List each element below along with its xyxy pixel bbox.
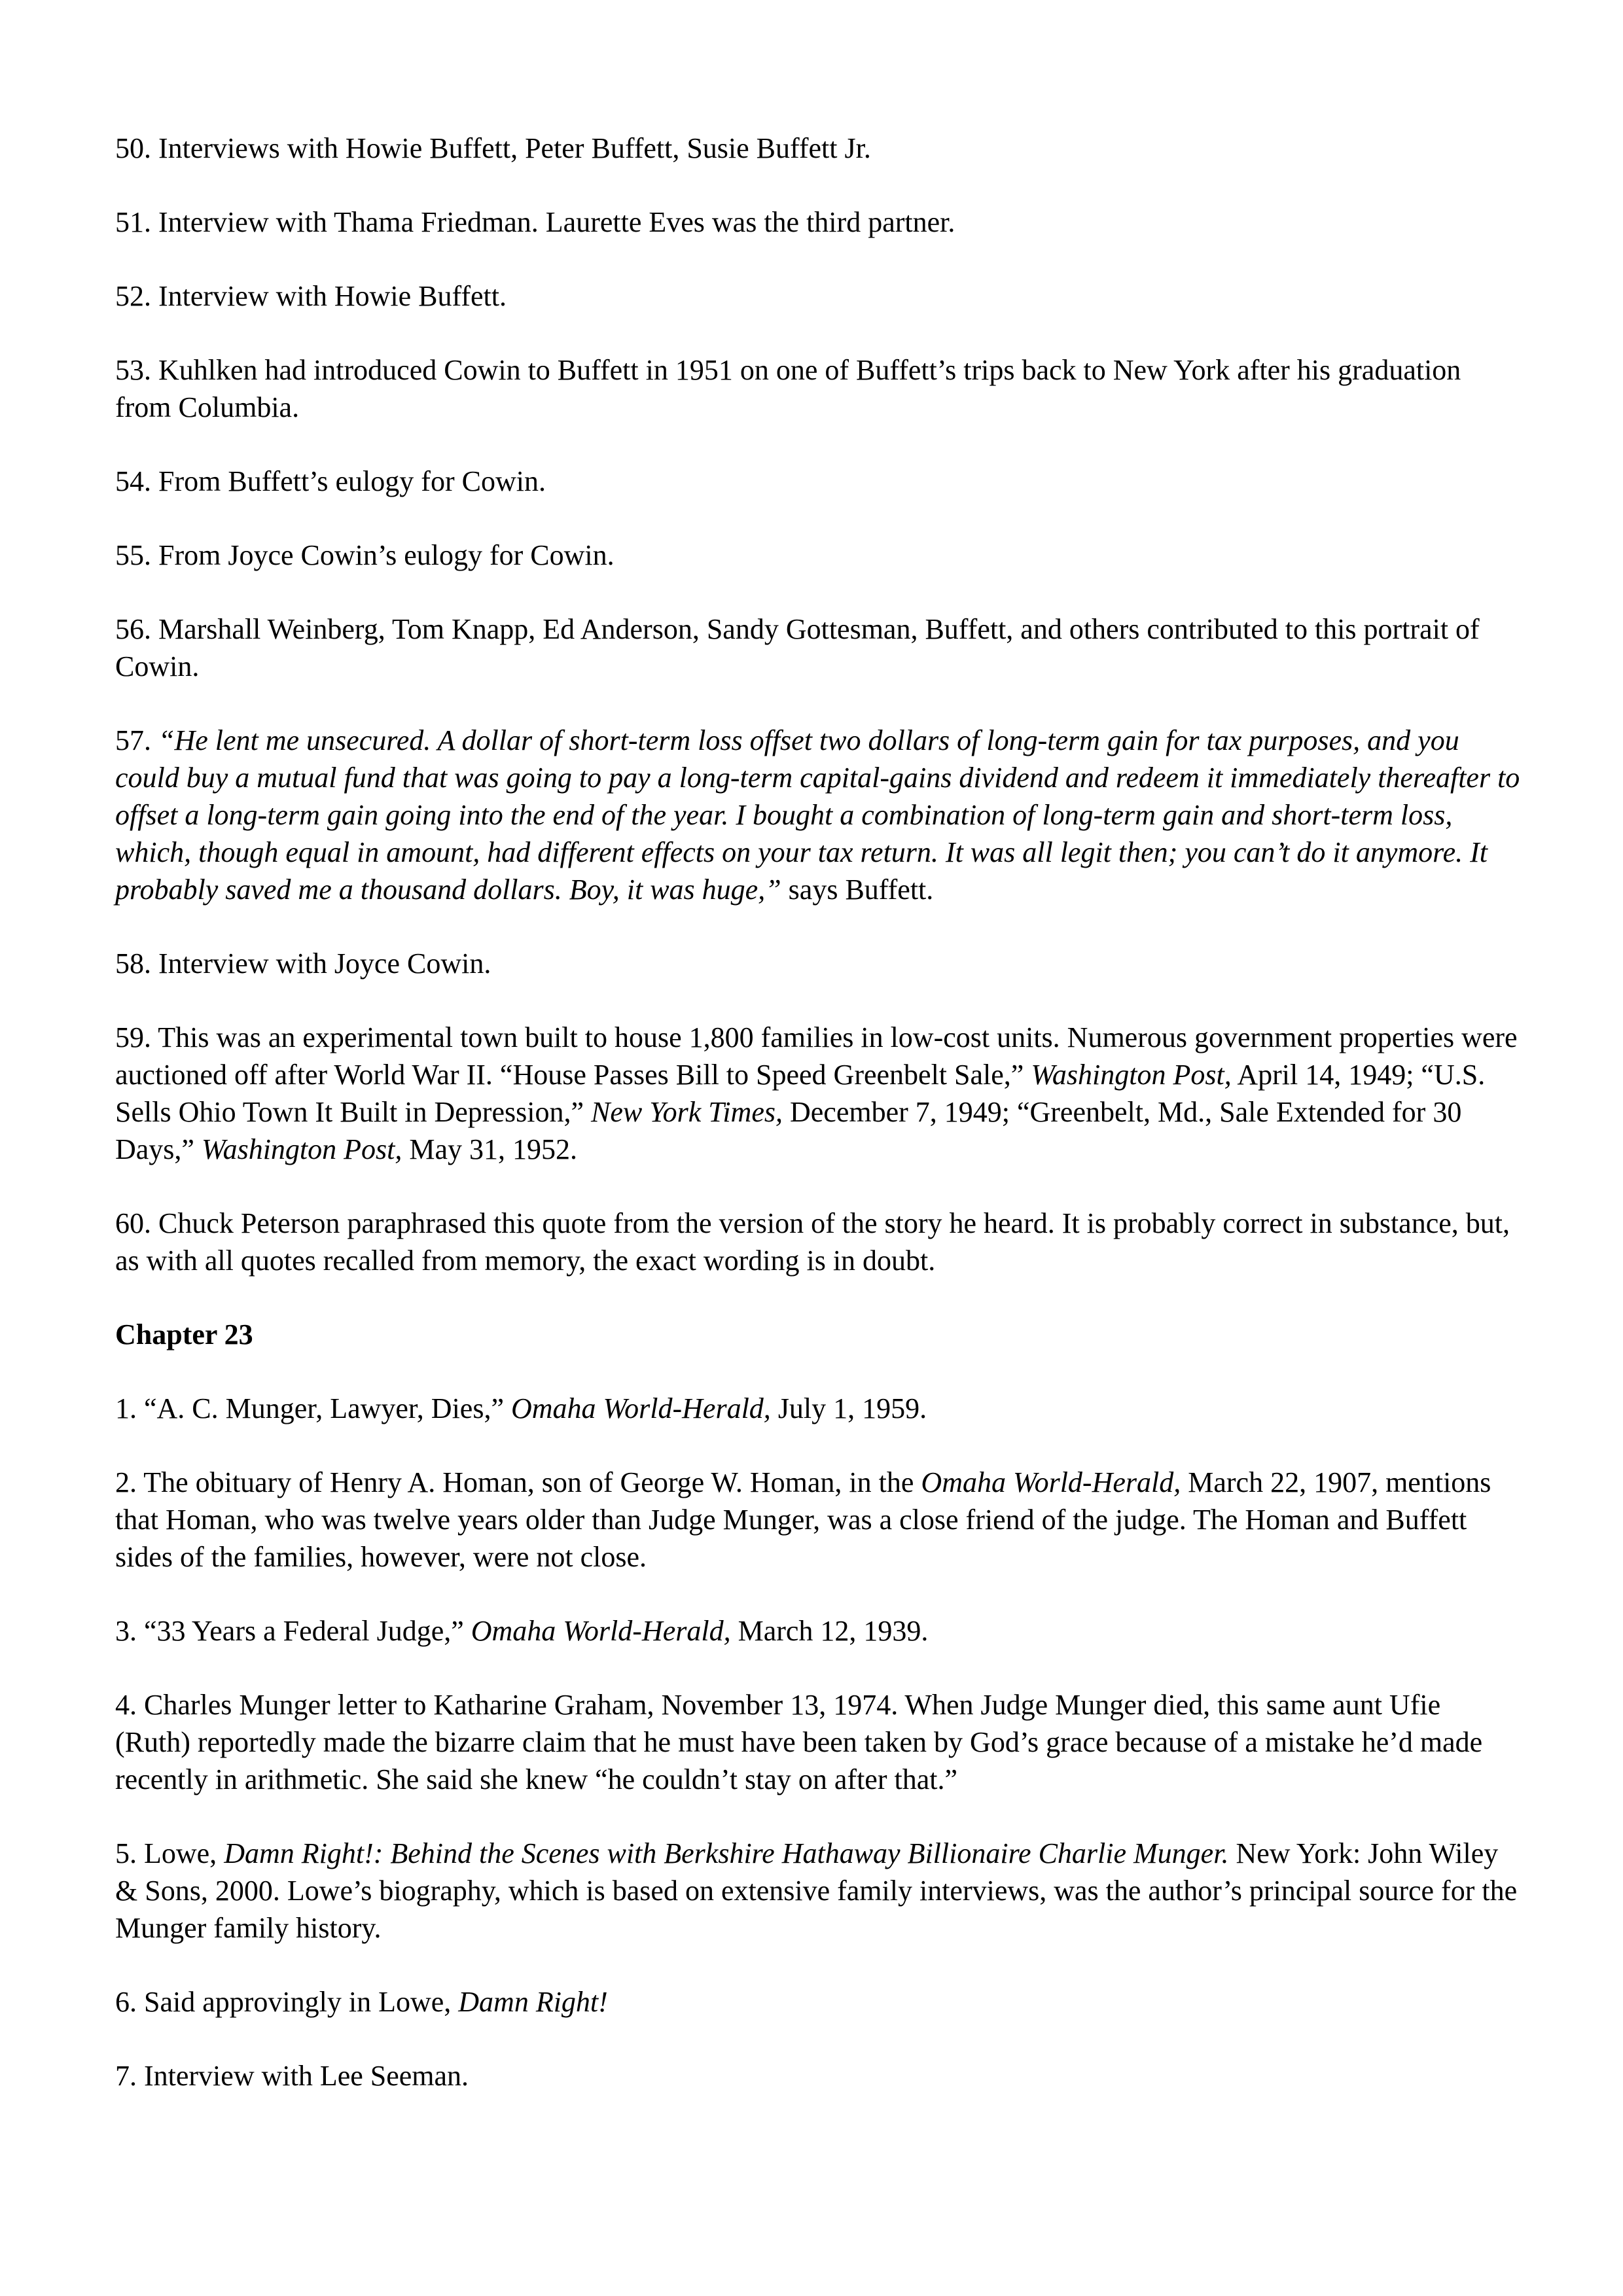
note-number: 57. xyxy=(115,724,151,756)
note-text: Interview with Lee Seeman. xyxy=(144,2060,469,2092)
note-number: 54. xyxy=(115,465,151,497)
note-text: From Buffett’s eulogy for Cowin. xyxy=(158,465,546,497)
note-text: Lowe, xyxy=(144,1837,217,1869)
chapter-note-6 xyxy=(115,1983,1522,2021)
note-58 xyxy=(115,945,1522,982)
publication-title: Omaha World-Herald, xyxy=(471,1615,731,1647)
note-text: April 14, 1949; “U.S. Sells Ohio Town It Built in Depression,” xyxy=(115,1059,1486,1128)
note-text: July 1, 1959. xyxy=(777,1392,927,1424)
note-57 xyxy=(115,722,1522,908)
note-text: Charles Munger letter to Katharine Graham, November 13, 1974. When Judge Munger died, this same aunt Ufie (Ruth) reportedly made the bizarre claim that he must have been taken by God’s grace because of a mistake he’d made recently in arithmetic. She said she knew “he couldn’t stay on after that.” xyxy=(115,1689,1483,1795)
note-56 xyxy=(115,610,1522,685)
note-60 xyxy=(115,1205,1522,1279)
chapter-note-3 xyxy=(115,1612,1522,1650)
note-text: Said approvingly in Lowe, xyxy=(144,1986,452,2018)
note-text: says Buffett. xyxy=(788,874,934,906)
note-50 xyxy=(115,130,1522,167)
note-text: This was an experimental town built to house 1,800 families in low-cost units. Numerous government properties were auctioned off after World War II. “House Passes Bill to Speed Greenbelt Sale,” xyxy=(115,1021,1518,1091)
publication-title: Omaha World-Herald, xyxy=(510,1392,771,1424)
note-text: Chuck Peterson paraphrased this quote from the version of the story he heard. It is probably correct in substance, but, as with all quotes recalled from memory, the exact wording is in doubt. xyxy=(115,1207,1510,1277)
note-number: 50. xyxy=(115,132,151,164)
publication-title: Omaha World-Herald, xyxy=(921,1466,1181,1498)
publication-title: Washington Post, xyxy=(201,1133,402,1165)
note-55 xyxy=(115,537,1522,574)
note-number: 2. xyxy=(115,1466,137,1498)
note-number: 58. xyxy=(115,947,151,980)
note-number: 56. xyxy=(115,613,151,645)
note-text: Interview with Howie Buffett. xyxy=(158,280,507,312)
chapter-heading: Chapter 23 xyxy=(115,1318,253,1351)
note-text: Interview with Joyce Cowin. xyxy=(158,947,491,980)
note-text: May 31, 1952. xyxy=(409,1133,578,1165)
book-title: Damn Right! xyxy=(458,1986,608,2018)
note-text: Marshall Weinberg, Tom Knapp, Ed Anderson, Sandy Gottesman, Buffett, and others contributed to this portrait of Cowin. xyxy=(115,613,1480,682)
chapter-note-4 xyxy=(115,1686,1522,1798)
note-text: March 22, 1907, mentions that Homan, who was twelve years older than Judge Munger, was a close friend of the judge. The Homan and Buffett sides of the families, however, were not close. xyxy=(115,1466,1491,1573)
note-quote: “He lent me unsecured. A dollar of short-term loss offset two dollars of long-term gain for tax purposes, and you could buy a mutual fund that was going to pay a long-term capital-gains dividend and redeem it immediately thereafter to offset a long-term gain going into the end of the year. I bought a combination of long-term gain and short-term loss, which, though equal in amount, had different effects on your tax return. It was all legit then; you can’t do it anymore. It probably saved me a thousand dollars. Boy, it was huge,” xyxy=(115,724,1520,906)
chapter-note-1 xyxy=(115,1390,1522,1427)
chapter-note-5 xyxy=(115,1835,1522,1947)
note-text: From Joyce Cowin’s eulogy for Cowin. xyxy=(158,539,615,571)
note-53 xyxy=(115,351,1522,426)
note-number: 52. xyxy=(115,280,151,312)
note-59 xyxy=(115,1019,1522,1168)
note-52 xyxy=(115,277,1522,315)
note-51 xyxy=(115,203,1522,241)
publication-title: New York Times, xyxy=(590,1096,783,1128)
note-text: “A. C. Munger, Lawyer, Dies,” xyxy=(144,1392,504,1424)
note-54 xyxy=(115,463,1522,500)
note-number: 7. xyxy=(115,2060,137,2092)
note-text: The obituary of Henry A. Homan, son of George W. Homan, in the xyxy=(143,1466,914,1498)
note-text: December 7, 1949; “Greenbelt, Md., Sale Extended for 30 Days,” xyxy=(115,1096,1462,1165)
note-number: 3. xyxy=(115,1615,137,1647)
publication-title: Washington Post, xyxy=(1031,1059,1232,1091)
note-text: Interview with Thama Friedman. Laurette Eves was the third partner. xyxy=(158,206,955,238)
note-text: “33 Years a Federal Judge,” xyxy=(144,1615,464,1647)
note-text: March 12, 1939. xyxy=(738,1615,929,1647)
notes-page xyxy=(115,130,1522,2131)
note-number: 53. xyxy=(115,354,151,386)
note-text: New York: John Wiley & Sons, 2000. Lowe’s biography, which is based on extensive family interviews, was the author’s principal source for the Munger family history. xyxy=(115,1837,1518,1944)
note-text: Kuhlken had introduced Cowin to Buffett in 1951 on one of Buffett’s trips back to New York after his graduation from Columbia. xyxy=(115,354,1461,423)
note-number: 1. xyxy=(115,1392,137,1424)
note-number: 55. xyxy=(115,539,151,571)
note-number: 5. xyxy=(115,1837,137,1869)
note-number: 6. xyxy=(115,1986,137,2018)
note-number: 60. xyxy=(115,1207,151,1239)
chapter-note-7 xyxy=(115,2057,1522,2094)
chapter-note-2 xyxy=(115,1464,1522,1576)
note-number: 51. xyxy=(115,206,151,238)
note-number: 59. xyxy=(115,1021,151,1053)
note-text: Interviews with Howie Buffett, Peter Buffett, Susie Buffett Jr. xyxy=(158,132,871,164)
book-title: Damn Right!: Behind the Scenes with Berkshire Hathaway Billionaire Charlie Munger. xyxy=(224,1837,1229,1869)
note-number: 4. xyxy=(115,1689,137,1721)
